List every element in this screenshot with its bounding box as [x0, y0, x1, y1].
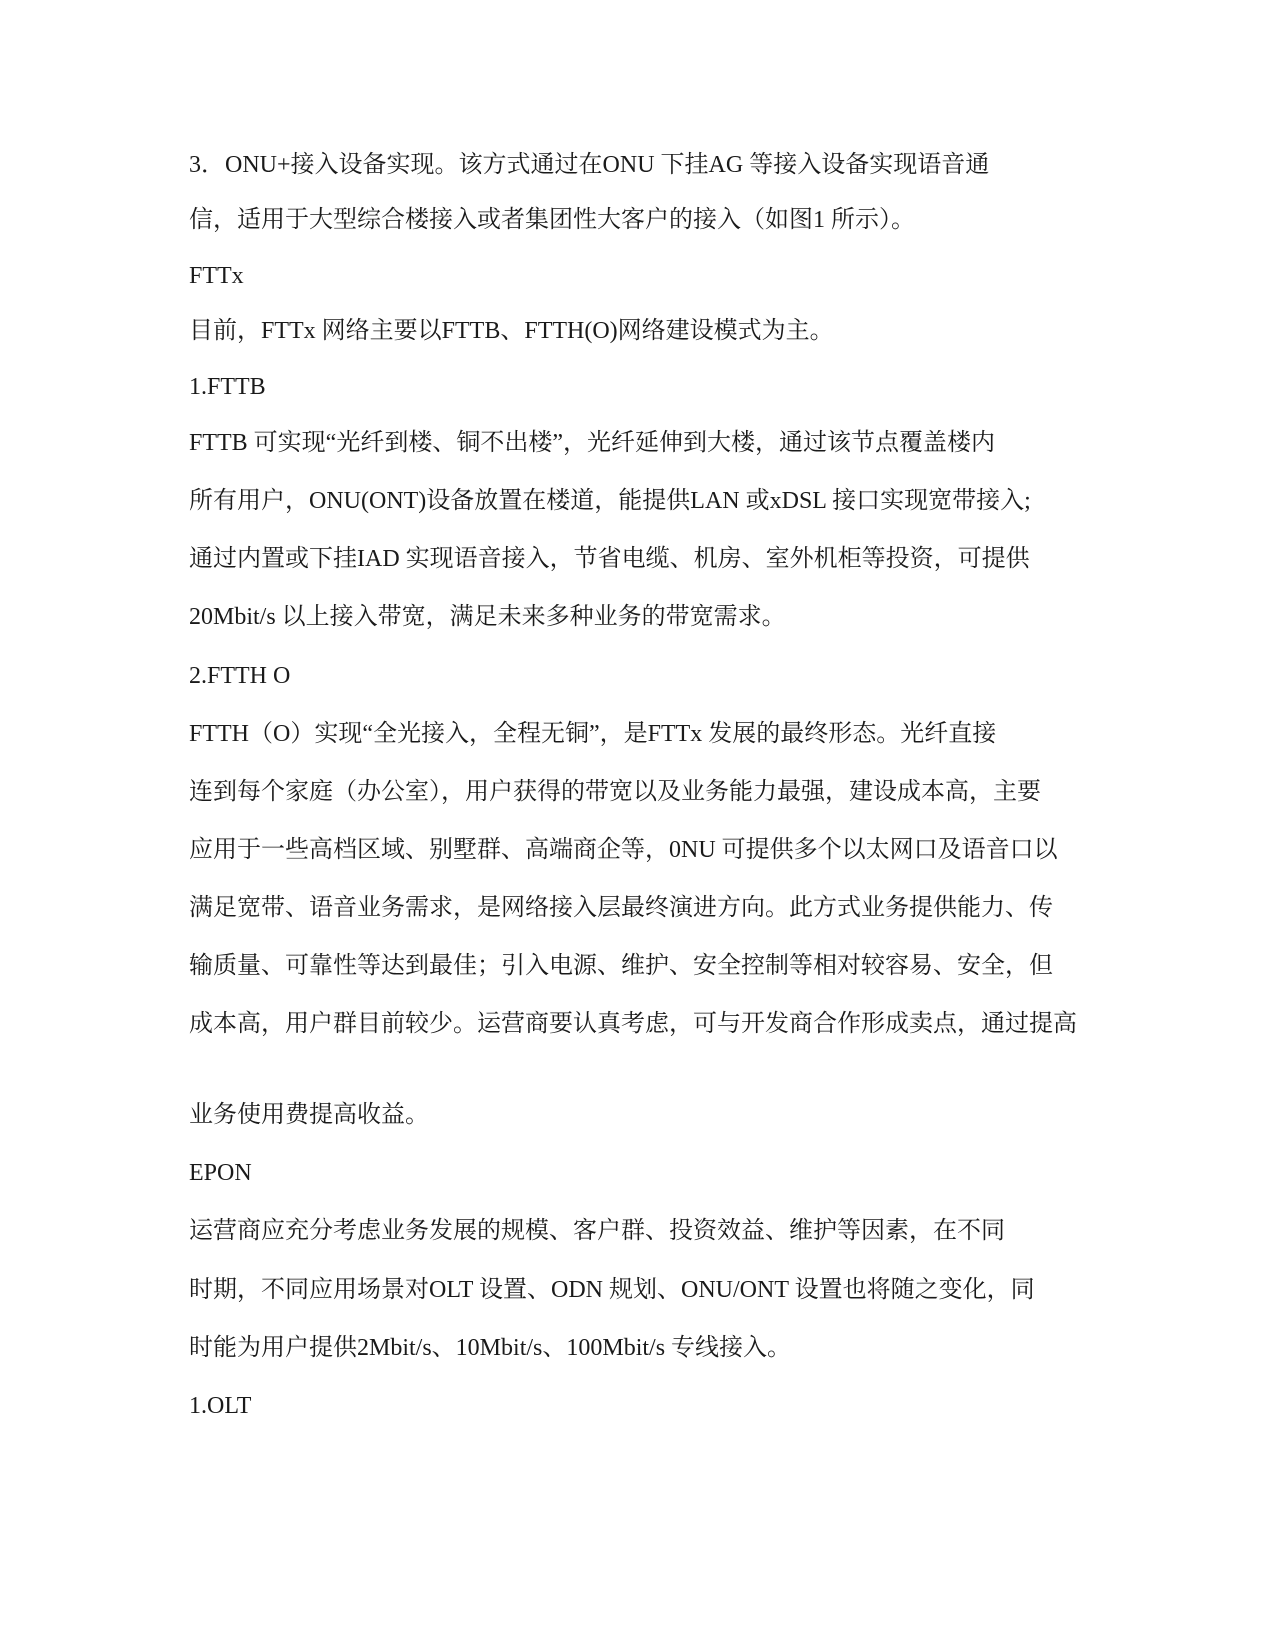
text-line-11: FTTH（O）实现“全光接入，全程无铜”，是FTTx 发展的最终形态。光纤直接	[189, 721, 997, 747]
text-line-20: 时期，不同应用场景对OLT 设置、ODN 规划、ONU/ONT 设置也将随之变化，同	[189, 1277, 1035, 1303]
text-line-16: 成本高，用户群目前较少。运营商要认真考虑，可与开发商合作形成卖点，通过提高	[189, 1011, 1077, 1037]
text-line-4: 目前，FTTx 网络主要以FTTB、FTTH(O)网络建设模式为主。	[189, 318, 834, 344]
heading-ftth-o: 2.FTTH O	[189, 663, 291, 689]
text-line-7: 所有用户，ONU(ONT)设备放置在楼道，能提供LAN 或xDSL 接口实现宽带接入;	[189, 488, 1031, 514]
heading-olt: 1.OLT	[189, 1393, 252, 1419]
text-line-19: 运营商应充分考虑业务发展的规模、客户群、投资效益、维护等因素，在不同	[189, 1218, 1005, 1244]
text-line-15: 输质量、可靠性等达到最佳；引入电源、维护、安全控制等相对较容易、安全，但	[189, 953, 1053, 979]
text-line-8: 通过内置或下挂IAD 实现语音接入，节省电缆、机房、室外机柜等投资，可提供	[189, 546, 1030, 572]
text-line-17: 业务使用费提高收益。	[189, 1102, 429, 1128]
heading-epon: EPON	[189, 1160, 252, 1186]
text-line-9: 20Mbit/s 以上接入带宽，满足未来多种业务的带宽需求。	[189, 604, 786, 630]
text-line-12: 连到每个家庭（办公室），用户获得的带宽以及业务能力最强，建设成本高，主要	[189, 779, 1041, 805]
text-line-21: 时能为用户提供2Mbit/s、10Mbit/s、100Mbit/s 专线接入。	[189, 1335, 792, 1361]
text-line-13: 应用于一些高档区域、别墅群、高端商企等，0NU 可提供多个以太网口及语音口以	[189, 837, 1058, 863]
heading-fttb: 1.FTTB	[189, 374, 266, 400]
text-line-6: FTTB 可实现“光纤到楼、铜不出楼”，光纤延伸到大楼，通过该节点覆盖楼内	[189, 430, 995, 456]
text-line-1: 3．ONU+接入设备实现。该方式通过在ONU 下挂AG 等接入设备实现语音通	[189, 152, 990, 178]
text-line-14: 满足宽带、语音业务需求，是网络接入层最终演进方向。此方式业务提供能力、传	[189, 895, 1053, 921]
heading-fttx: FTTx	[189, 263, 244, 289]
text-line-2: 信，适用于大型综合楼接入或者集团性大客户的接入（如图1 所示）。	[189, 207, 915, 233]
